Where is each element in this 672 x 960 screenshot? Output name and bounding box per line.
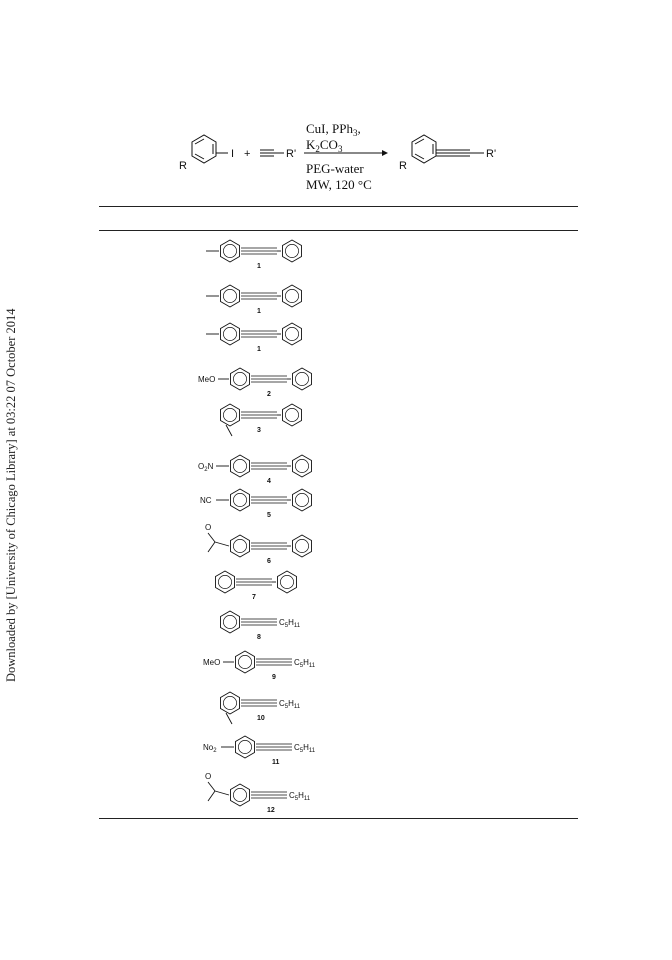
table-row	[221, 692, 301, 724]
table-row	[206, 240, 302, 270]
alkyne-r-prime: R'	[286, 148, 297, 160]
substituent-nitrile: NC	[200, 496, 212, 505]
table-row	[198, 368, 312, 398]
product-substituent-r: R	[399, 160, 407, 172]
carbonyl-o: O	[205, 772, 212, 781]
compound-number: 3	[257, 427, 261, 434]
compound-number: 7	[252, 594, 256, 601]
pentyl-group: $C_5H_{11}$	[279, 618, 301, 629]
pentyl-group: $C_5H_{11}$	[279, 699, 301, 710]
compound-number: 1	[257, 346, 261, 353]
svg-text:K2CO3: $K_2CO_3$	[306, 137, 343, 154]
carbonyl-o: O	[205, 523, 212, 532]
compound-number: 11	[272, 759, 280, 766]
compound-number: 8	[257, 634, 261, 641]
table-row	[216, 571, 297, 601]
table-row	[205, 523, 312, 565]
table-row	[206, 323, 302, 353]
table-row	[221, 404, 302, 436]
compound-number: 10	[257, 715, 265, 722]
substituent-nitro: $O_2N$	[198, 462, 214, 473]
table-row	[198, 455, 312, 485]
iodide-label: I	[231, 148, 235, 160]
conditions-k2co3: K	[306, 137, 316, 152]
product-r-prime: R'	[486, 148, 497, 160]
table-row	[206, 285, 302, 315]
table-row	[203, 651, 316, 681]
table-row	[205, 772, 311, 814]
plus-sign: +	[244, 148, 251, 160]
substituent-meo: MeO	[203, 658, 221, 667]
pentyl-group: $C_5H_{11}$	[294, 658, 316, 669]
pentyl-group: $C_5H_{11}$	[294, 743, 316, 754]
watermark-text: Downloaded by [University of Chicago Library] at 03:22 07 October 2014	[4, 308, 18, 682]
table-row	[200, 489, 312, 519]
compound-number: 6	[267, 558, 271, 565]
compound-number: 1	[257, 308, 261, 315]
svg-text:CuI, PPh3,: CuI, PPh$_3$,	[306, 121, 361, 138]
compound-number: 4	[267, 478, 271, 485]
conditions-cui: CuI, PPh	[306, 121, 353, 136]
pentyl-group: $C_5H_{11}$	[289, 791, 311, 802]
substituent-no2: $No_2$	[203, 743, 217, 754]
conditions-solvent: PEG-water	[306, 161, 364, 176]
compound-number: 2	[267, 391, 271, 398]
substituent-meo: MeO	[198, 375, 216, 384]
table-row	[203, 736, 316, 766]
compound-number: 1	[257, 263, 261, 270]
compound-number: 5	[267, 512, 271, 519]
table-row	[221, 611, 301, 641]
substituent-r: R	[179, 160, 187, 172]
compound-number: 9	[272, 674, 276, 681]
conditions-mw: MW, 120 °C	[306, 177, 372, 192]
compound-number: 12	[267, 807, 275, 814]
